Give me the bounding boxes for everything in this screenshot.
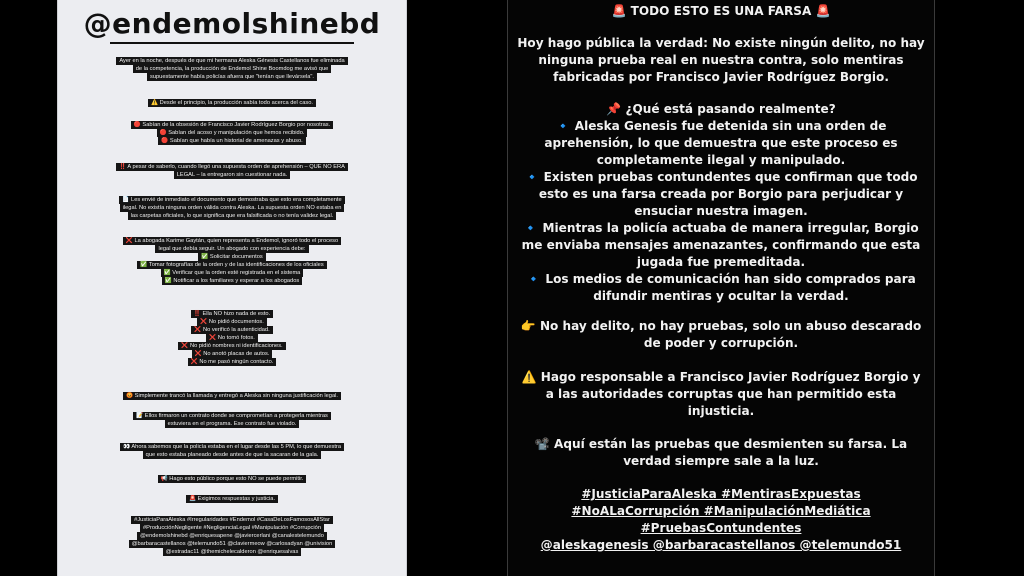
right-paragraph-responsible	[508, 369, 934, 420]
text-line: 🔹 Aleska Genesis fue detenida sin una orden de	[555, 119, 887, 133]
text-line: ❌ No anotó placas de autos.	[192, 350, 273, 358]
left-story-content	[68, 0, 396, 576]
mention-line[interactable]: @estradac11 @themichelecalderon @enriquesalvas	[163, 548, 302, 556]
text-line: verdad siempre sale a la luz.	[623, 454, 819, 468]
text-line: de la competencia, la producción de Endemol Shine Boomdog me avisó que	[133, 65, 332, 73]
text-line: 🚨 Exigimos respuestas y justicia.	[186, 495, 278, 503]
left-story-panel	[57, 0, 407, 576]
text-line: de poder y corrupción.	[643, 336, 799, 350]
left-paragraph-demand	[68, 495, 396, 503]
text-line: ⚠️ Desde el principio, la producción sabía todo acerca del caso.	[148, 99, 316, 107]
text-line: 📌 ¿Qué está pasando realmente?	[606, 102, 836, 116]
text-line: ❌ No verificó la autenticidad.	[191, 326, 272, 334]
mention-line[interactable]: @endemolshinebd @enriquesapene @javiercerlani @canalestelemundo	[137, 532, 327, 540]
left-paragraph-order	[68, 163, 396, 179]
left-paragraph-public	[68, 475, 396, 483]
text-line: me enviaba mensajes amenazantes, confirmando que esta	[521, 238, 921, 252]
text-line: 📄 Les envié de inmediato el documento que demostraba que esto era completamente	[119, 196, 344, 204]
left-paragraph-did-nothing	[68, 310, 396, 366]
left-paragraph-hashtags	[68, 516, 396, 556]
left-paragraph-police-time	[68, 443, 396, 459]
text-line: ✅ Verificar que la orden esté registrada en el sistema	[161, 269, 304, 277]
left-paragraph-hung-up	[68, 392, 396, 400]
text-line: las carpetas oficiales, lo que significa que era falsificada o no tenía validez legal.	[128, 212, 337, 220]
right-story-panel	[507, 0, 935, 576]
text-line: LEGAL – la entregaron sin cuestionar nada.	[174, 171, 290, 179]
right-paragraph-hashtags	[508, 486, 934, 554]
mention-line[interactable]: @aleskagenesis @barbaracastellanos @telemundo51	[540, 538, 902, 552]
text-line: 👀 Ahora sabemos que la policía estaba en el lugar desde las 5 PM, lo que demuestra	[120, 443, 344, 451]
hashtag-line[interactable]: #ProducciónNegligente #NegligenciaLegal #Manipulación #Corrupción	[140, 524, 324, 532]
hashtag-line[interactable]: #NoALaCorrupción #ManipulaciónMediática	[571, 504, 871, 518]
right-paragraph-truth	[508, 35, 934, 86]
text-line: ninguna prueba real en nuestra contra, solo mentiras	[538, 53, 904, 67]
text-line: ❌ La abogada Karime Gaytán, quien representa a Endemol, ignoró todo el proceso	[123, 237, 341, 245]
right-paragraph-no-crime	[508, 318, 934, 352]
text-line: ❌ No pidió nombres ni identificaciones.	[178, 342, 285, 350]
text-line: completamente ilegal y manipulado.	[596, 153, 846, 167]
text-line: injusticia.	[687, 404, 755, 418]
text-line: ❌ No tomó fotos.	[206, 334, 258, 342]
mention-line[interactable]: @barbaracastellanos @telemundo51 @claviermeow @carlosadyan @univision	[129, 540, 336, 548]
text-line: a las autoridades corruptas que han permitido esta	[545, 387, 897, 401]
left-paragraph-contract	[68, 412, 396, 428]
text-line: ✅ Notificar a los familiares y esperar a los abogados	[162, 277, 302, 285]
text-line: legal que debía seguir. Un abogado con experiencia debe:	[155, 245, 308, 253]
right-paragraph-what-is-happening	[508, 101, 934, 305]
text-line: ❌ No me pasó ningún contacto.	[188, 358, 277, 366]
handle-underline	[110, 42, 354, 44]
text-line: ⚠️ Hago responsable a Francisco Javier Rodríguez Borgio y	[521, 370, 921, 384]
text-line: 👉 No hay delito, no hay pruebas, solo un abuso descarado	[520, 319, 922, 333]
hashtag-line[interactable]: #JusticiaParaAleska #MentirasExpuestas	[581, 487, 861, 501]
text-line: 📢 Hago esto público porque esto NO se puede permitir.	[158, 475, 307, 483]
text-line: 🔴 Sabían de la obsesión de Francisco Javier Rodríguez Borgio por nosotras.	[131, 121, 333, 129]
text-line: supuestamente había policías afuera que "tenían que llevársela".	[147, 73, 317, 81]
hashtag-line[interactable]: #PruebasContundentes	[640, 521, 802, 535]
text-line: 🔹 Existen pruebas contundentes que confirman que todo	[524, 170, 918, 184]
text-line: 🔹 Mientras la policía actuaba de manera irregular, Borgio	[523, 221, 919, 235]
text-line: 😡 Simplemente trancó la llamada y entregó a Aleska sin ninguna justificación legal.	[123, 392, 341, 400]
text-line: ‼️ A pesar de saberlo, cuando llegó una supuesta orden de aprehensión – QUE NO ERA	[116, 163, 348, 171]
text-line: ✅ Tomar fotografías de la orden y de las identificaciones de los oficiales	[137, 261, 326, 269]
left-paragraph-lawyer	[68, 237, 396, 285]
left-paragraph-document	[68, 196, 396, 220]
text-line: 🔹 Los medios de comunicación han sido comprados para	[526, 272, 916, 286]
text-line: Ayer en la noche, después de que mi hermana Aleska Génesis Castellanos fue eliminada	[116, 57, 347, 65]
text-line: ✅ Solicitar documentos	[198, 253, 265, 261]
text-line: difundir mentiras y ocultar la verdad.	[593, 289, 849, 303]
text-line: 🔴 Sabían del acoso y manipulación que hemos recibido.	[157, 129, 308, 137]
text-line: ‼️ Ella NO hizo nada de esto.	[191, 310, 273, 318]
text-line: jugada fue premeditada.	[636, 255, 806, 269]
text-line: 📽️ Aquí están las pruebas que desmienten su farsa. La	[534, 437, 908, 451]
right-paragraph-proof	[508, 436, 934, 470]
hashtag-line[interactable]: #JusticiaParaAleska #Irregularidades #Endemol #CasaDeLosFamososAllStar	[131, 516, 333, 524]
text-line: que esto estaba planeado desde antes de que la sacaran de la gala.	[143, 451, 322, 459]
left-paragraph-knew	[68, 121, 396, 145]
left-paragraph-intro	[68, 57, 396, 81]
text-line: aprehensión, lo que demuestra que este proceso es	[544, 136, 898, 150]
text-line: Hoy hago pública la verdad: No existe ningún delito, no hay	[517, 36, 925, 50]
text-line: ilegal. No existía ninguna orden válida contra Aleska. La supuesta orden NO estaba en	[120, 204, 345, 212]
text-line: fabricadas por Francisco Javier Rodríguez Borgio.	[553, 70, 889, 84]
text-line: ❌ No pidió documentos.	[197, 318, 267, 326]
text-line: 📝 Ellos firmaron un contrato donde se comprometían a protegerla mientras	[133, 412, 331, 420]
title-line: 🚨 TODO ESTO ES UNA FARSA 🚨	[611, 4, 831, 18]
story-title	[508, 3, 934, 20]
account-handle[interactable]: @endemolshinebd	[83, 7, 381, 40]
left-paragraph-warning	[68, 99, 396, 107]
text-line: estuviera en el programa. Ese contrato fue violado.	[165, 420, 300, 428]
text-line: 🔴 Sabían que había un historial de amenazas y abuso.	[158, 137, 305, 145]
text-line: ensuciar nuestra imagen.	[634, 204, 808, 218]
text-line: esto es una farsa creada por Borgio para perjudicar y	[538, 187, 904, 201]
